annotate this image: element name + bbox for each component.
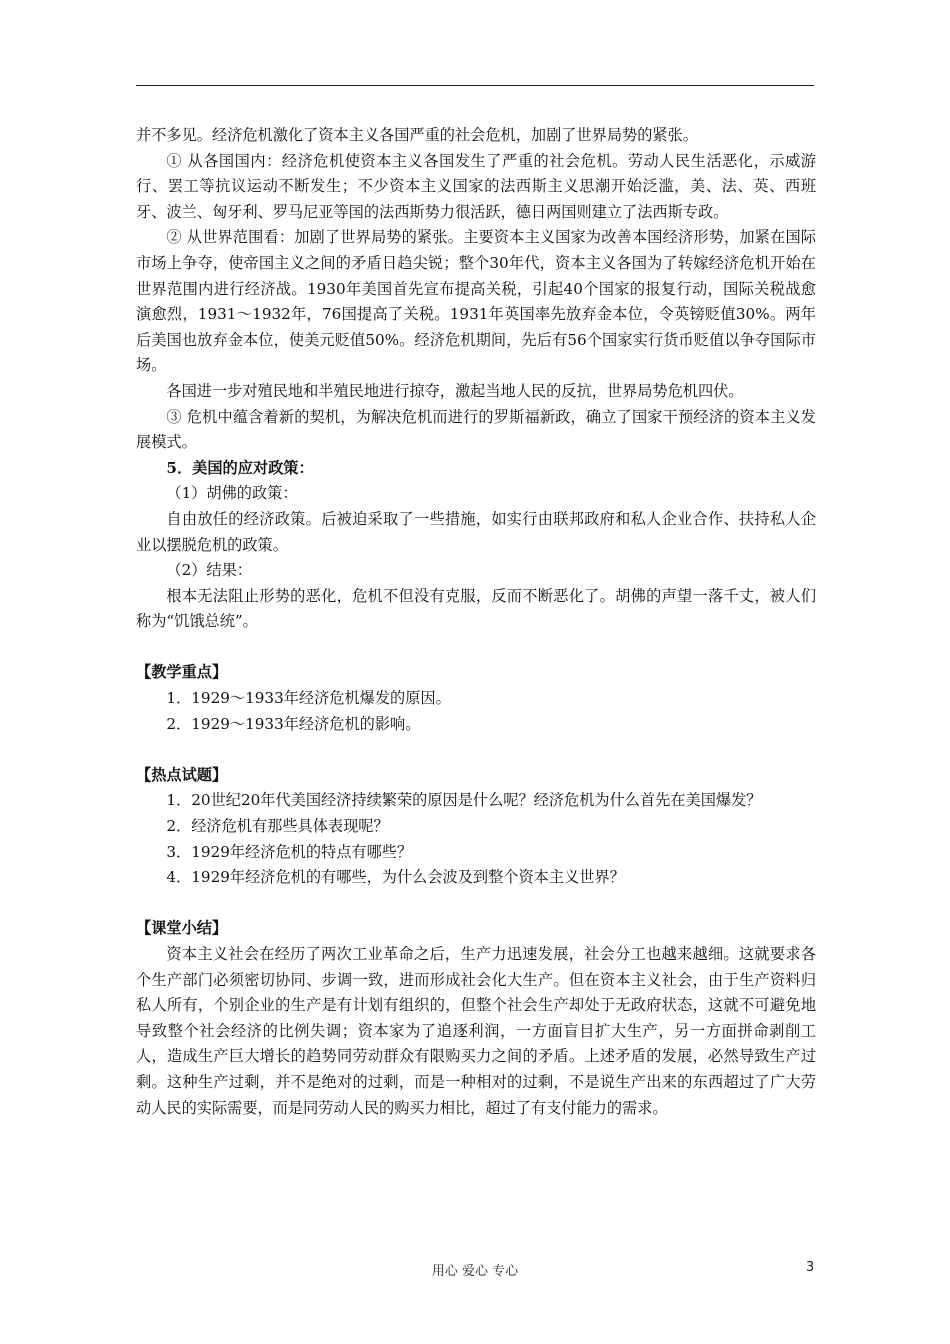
subheading-result: （2）结果：	[166, 561, 252, 580]
header-rule	[136, 85, 814, 86]
footer-motto: 用心 爱心 专心	[431, 1264, 519, 1279]
page-number: 3	[806, 1260, 815, 1275]
paragraph-colonies: 各国进一步对殖民地和半殖民地进行掠夺，激起当地人民的反抗，世界局势危机四伏。	[166, 381, 744, 400]
hot-question-item: 3．1929年经济危机的特点有哪些？	[166, 842, 413, 861]
hot-question-item: 1．20世纪20年代美国经济持续繁荣的原因是什么呢？经济危机为什么首先在美国爆发？	[166, 791, 762, 810]
subheading-hoover-policy: （1）胡佛的政策：	[166, 484, 298, 503]
paragraph-world: ② 从世界范围看：加剧了世界局势的紧张。主要资本主义国家为改善本国经济形势，加紧在国际市场上争夺，使帝国主义之间的矛盾日趋尖锐；整个30年代，资本主义各国为了转嫁经济危机开始在世界范围内进行经济战。1930年美国首先宣布提高关税，引起40个国家的报复行动，国际关税战愈演愈烈，1931～1932年，76国提高了关税。1931年英国率先放弃金本位，令英镑贬值30%。两年后美国也放弃金本位，使美元贬值50%。经济危机期间，先后有56个国家实行货币贬值以争夺国际市场。	[136, 228, 816, 375]
summary-title: 【课堂小结】	[136, 919, 228, 938]
paragraph-continuation: 并不多见。经济危机激化了资本主义各国严重的社会危机，加剧了世界局势的紧张。	[136, 126, 698, 144]
hot-question-item: 2．经济危机有那些具体表现呢？	[166, 817, 389, 836]
paragraph-new-deal: ③ 危机中蕴含着新的契机，为解决危机而进行的罗斯福新政，确立了国家干预经济的资本主义发展模式。	[136, 407, 816, 452]
paragraph-domestic: ① 从各国国内：经济危机使资本主义各国发生了严重的社会危机。劳动人民生活恶化，示威游行、罢工等抗议运动不断发生；不少资本主义国家的法西斯主义思潮开始泛滥，美、法、英、西班牙、波兰、匈牙利、罗马尼亚等国的法西斯势力很活跃，德日两国则建立了法西斯专政。	[136, 151, 816, 221]
heading-us-policy: 5．美国的应对政策：	[166, 458, 314, 477]
hot-questions-title: 【热点试题】	[136, 765, 228, 784]
summary-paragraph: 资本主义社会在经历了两次工业革命之后，生产力迅速发展，社会分工也越来越细。这就要求各个生产部门必须密切协同、步调一致，进而形成社会化大生产。但在资本主义社会，由于生产资料归私人所有，个别企业的生产是有计划有组织的，但整个社会生产却处于无政府状态，这就不可避免地导致整个社会经济的比例失调；资本家为了追逐利润，一方面盲目扩大生产，另一方面拼命剥削工人，造成生产巨大增长的趋势同劳动群众有限购买力之间的矛盾。上述矛盾的发展，必然导致生产过剩。这种生产过剩，并不是绝对的过剩，而是一种相对的过剩，不是说生产出来的东西超过了广大劳动人民的实际需要，而是同劳动人民的购买力相比，超过了有支付能力的需求。	[136, 945, 816, 1117]
paragraph-hoover-policy: 自由放任的经济政策。后被迫采取了一些措施，如实行由联邦政府和私人企业合作、扶持私人企业以摆脱危机的政策。	[136, 509, 816, 554]
key-point-item: 2．1929～1933年经济危机的影响。	[166, 714, 421, 733]
key-point-item: 1．1929～1933年经济危机爆发的原因。	[166, 689, 451, 708]
page-content	[136, 123, 816, 1121]
key-points-title: 【教学重点】	[136, 663, 228, 682]
hot-question-item: 4．1929年经济危机的有哪些，为什么会波及到整个资本主义世界？	[166, 868, 625, 887]
paragraph-result: 根本无法阻止形势的恶化，危机不但没有克服，反而不断恶化了。胡佛的声望一落千丈，被人们称为“饥饿总统”。	[136, 586, 816, 631]
